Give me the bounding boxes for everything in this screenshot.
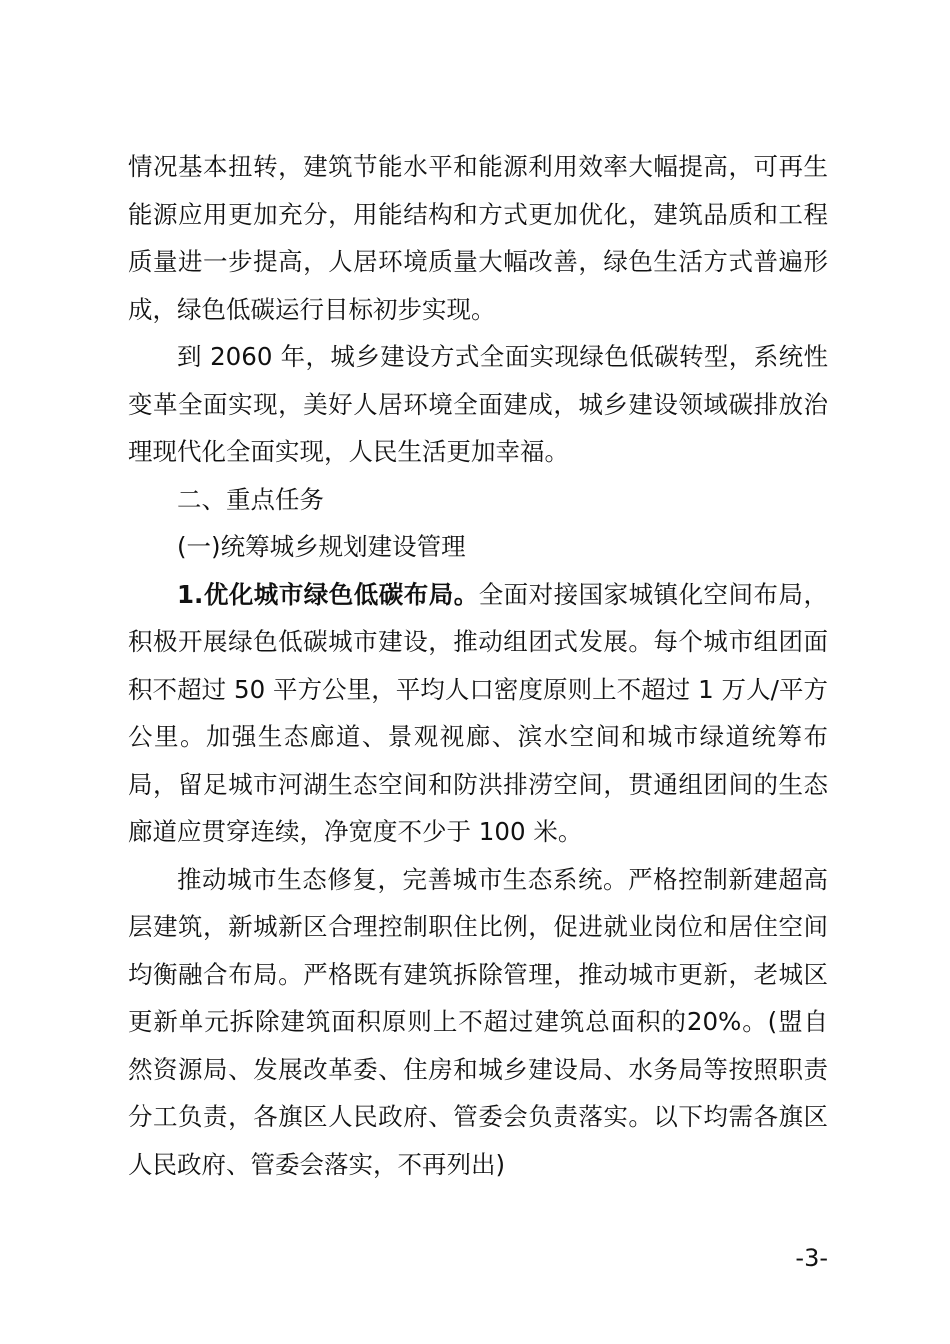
paragraph-continuation (128, 143, 828, 333)
paragraph-urban-layout (128, 571, 828, 856)
heading-text: 二、重点任务 (177, 484, 324, 514)
paragraph-text: 到 2060 年，城乡建设方式全面实现绿色低碳转型，系统性变革全面实现，美好人居环境全面建成，城乡建设领域碳排放治理现代化全面实现，人民生活更加幸福。 (128, 342, 828, 466)
document-body (128, 143, 828, 1188)
subsection-heading-planning (128, 523, 828, 571)
section-heading-key-tasks (128, 476, 828, 524)
item-lead: 1.优化城市绿色低碳布局。 (177, 579, 479, 609)
paragraph-text: 全面对接国家城镇化空间布局，积极开展绿色低碳城市建设，推动组团式发展。每个城市组团面积不超过 50 平方公里，平均人口密度原则上不超过 1 万人/平方公里。加强生态廊道、景观视廊、滨水空间和城市绿道统筹布局，留足城市河湖生态空间和防洪排涝空间，贯通组团间的生态廊道应贯穿连续，净宽度不少于 100 米。 (128, 579, 828, 846)
paragraph-ecological-restoration (128, 856, 828, 1189)
paragraph-text: 情况基本扭转，建筑节能水平和能源利用效率大幅提高，可再生能源应用更加充分，用能结构和方式更加优化，建筑品质和工程质量进一步提高，人居环境质量大幅改善，绿色生活方式普遍形成，绿色低碳运行目标初步实现。 (128, 152, 828, 324)
paragraph-text: 推动城市生态修复，完善城市生态系统。严格控制新建超高层建筑，新城新区合理控制职住比例，促进就业岗位和居住空间均衡融合布局。严格既有建筑拆除管理，推动城市更新，老城区更新单元拆除建筑面积原则上不超过建筑总面积的20%。(盟自然资源局、发展改革委、住房和城乡建设局、水务局等按照职责分工负责，各旗区人民政府、管委会负责落实。以下均需各旗区人民政府、管委会落实，不再列出) (128, 864, 828, 1179)
page-number: -3- (795, 1244, 828, 1272)
heading-text: (一)统筹城乡规划建设管理 (177, 532, 466, 561)
paragraph-2060-goal (128, 333, 828, 476)
